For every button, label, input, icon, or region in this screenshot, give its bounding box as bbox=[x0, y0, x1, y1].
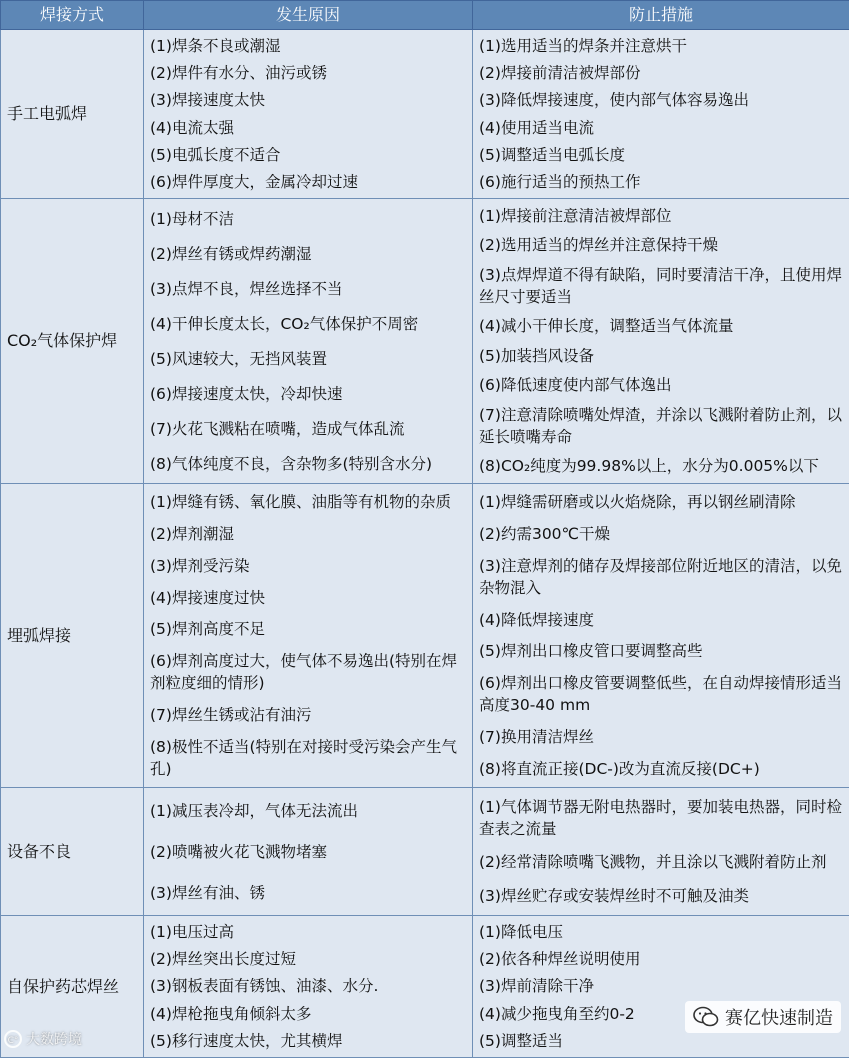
table-row bbox=[1, 788, 849, 916]
list-item: (6)施行适当的预热工作 bbox=[479, 171, 843, 193]
method-cell: 埋弧焊接 bbox=[1, 484, 144, 788]
header-method: 焊接方式 bbox=[1, 1, 144, 30]
list-item: (4)减少拖曳角至约0-2 bbox=[479, 1003, 843, 1025]
list-item: (4)使用适当电流 bbox=[479, 117, 843, 139]
list-item: (7)注意清除喷嘴处焊渣，并涂以飞溅附着防止剂，以延长喷嘴寿命 bbox=[479, 404, 843, 448]
list-item: (3)降低焊接速度，使内部气体容易逸出 bbox=[479, 89, 843, 111]
list-item: (2)焊件有水分、油污或锈 bbox=[150, 62, 466, 84]
measures-cell bbox=[473, 484, 849, 788]
list-item: (2)约需300℃干燥 bbox=[479, 523, 843, 545]
table-row bbox=[1, 484, 849, 788]
list-item: (8)将直流正接(DC-)改为直流反接(DC+) bbox=[479, 758, 843, 780]
list-item: (2)焊丝有锈或焊药潮湿 bbox=[150, 243, 466, 265]
list-item: (5)调整适当 bbox=[479, 1030, 843, 1052]
list-item: (4)焊枪拖曳角倾斜太多 bbox=[150, 1003, 466, 1025]
header-measure: 防止措施 bbox=[473, 1, 849, 30]
causes-cell bbox=[144, 199, 473, 484]
method-cell: 自保护药芯焊丝 bbox=[1, 916, 144, 1058]
list-item: (2)焊接前清洁被焊部份 bbox=[479, 62, 843, 84]
list-item: (1)气体调节器无附电热器时，要加装电热器，同时检查表之流量 bbox=[479, 796, 843, 840]
list-item: (4)降低焊接速度 bbox=[479, 609, 843, 631]
list-item: (2)经常清除喷嘴飞溅物，并且涂以飞溅附着防止剂 bbox=[479, 851, 843, 873]
list-item: (6)焊接速度太快，冷却快速 bbox=[150, 383, 466, 405]
list-item: (5)焊剂高度不足 bbox=[150, 618, 466, 640]
list-item: (7)焊丝生锈或沾有油污 bbox=[150, 704, 466, 726]
list-item: (1)选用适当的焊条并注意烘干 bbox=[479, 35, 843, 57]
table-row bbox=[1, 199, 849, 484]
list-item: (2)焊丝突出长度过短 bbox=[150, 948, 466, 970]
list-item: (8)极性不适当(特别在对接时受污染会产生气孔) bbox=[150, 736, 466, 780]
list-item: (6)降低速度使内部气体逸出 bbox=[479, 374, 843, 396]
list-item: (3)点焊不良，焊丝选择不当 bbox=[150, 278, 466, 300]
measures-cell bbox=[473, 30, 849, 199]
list-item: (1)焊缝有锈、氧化膜、油脂等有机物的杂质 bbox=[150, 491, 466, 513]
method-cell: 设备不良 bbox=[1, 788, 144, 916]
causes-cell bbox=[144, 30, 473, 199]
measures-cell bbox=[473, 916, 849, 1058]
list-item: (1)减压表冷却，气体无法流出 bbox=[150, 800, 466, 822]
list-item: (2)选用适当的焊丝并注意保持干燥 bbox=[479, 234, 843, 256]
list-item: (1)电压过高 bbox=[150, 921, 466, 943]
list-item: (5)风速较大，无挡风装置 bbox=[150, 348, 466, 370]
list-item: (1)母材不洁 bbox=[150, 208, 466, 230]
list-item: (3)点焊焊道不得有缺陷，同时要清洁干净，且使用焊丝尺寸要适当 bbox=[479, 264, 843, 308]
list-item: (3)焊丝贮存或安装焊丝时不可触及油类 bbox=[479, 885, 843, 907]
measures-cell bbox=[473, 199, 849, 484]
measures-cell bbox=[473, 788, 849, 916]
watermark-logo-icon: C° bbox=[4, 1030, 22, 1048]
list-item: (7)火花飞溅粘在喷嘴，造成气体乱流 bbox=[150, 418, 466, 440]
list-item: (3)焊接速度太快 bbox=[150, 89, 466, 111]
list-item: (4)干伸长度太长，CO₂气体保护不周密 bbox=[150, 313, 466, 335]
method-cell: CO₂气体保护焊 bbox=[1, 199, 144, 484]
watermark-left bbox=[4, 1029, 82, 1049]
list-item: (2)依各种焊丝说明使用 bbox=[479, 948, 843, 970]
header-cause: 发生原因 bbox=[144, 1, 473, 30]
list-item: (3)钢板表面有锈蚀、油漆、水分. bbox=[150, 975, 466, 997]
watermark-right bbox=[685, 1001, 841, 1033]
list-item: (8)CO₂纯度为99.98%以上，水分为0.005%以下 bbox=[479, 455, 843, 477]
list-item: (3)焊前清除干净 bbox=[479, 975, 843, 997]
list-item: (5)调整适当电弧长度 bbox=[479, 144, 843, 166]
list-item: (6)焊剂高度过大，使气体不易逸出(特别在焊剂粒度细的情形) bbox=[150, 650, 466, 694]
causes-cell bbox=[144, 916, 473, 1058]
list-item: (1)焊接前注意清洁被焊部位 bbox=[479, 205, 843, 227]
watermark-right-text: 赛亿快速制造 bbox=[725, 1004, 833, 1030]
list-item: (1)降低电压 bbox=[479, 921, 843, 943]
list-item: (3)注意焊剂的储存及焊接部位附近地区的清洁，以免杂物混入 bbox=[479, 555, 843, 599]
list-item: (3)焊丝有油、锈 bbox=[150, 882, 466, 904]
list-item: (2)喷嘴被火花飞溅物堵塞 bbox=[150, 841, 466, 863]
list-item: (6)焊件厚度大，金属冷却过速 bbox=[150, 171, 466, 193]
list-item: (4)焊接速度过快 bbox=[150, 587, 466, 609]
table-row bbox=[1, 30, 849, 199]
causes-cell bbox=[144, 484, 473, 788]
list-item: (5)移行速度太快，尤其横焊 bbox=[150, 1030, 466, 1052]
list-item: (5)焊剂出口橡皮管口要调整高些 bbox=[479, 640, 843, 662]
list-item: (1)焊条不良或潮湿 bbox=[150, 35, 466, 57]
list-item: (5)电弧长度不适合 bbox=[150, 144, 466, 166]
causes-cell bbox=[144, 788, 473, 916]
list-item: (4)电流太强 bbox=[150, 117, 466, 139]
list-item: (1)焊缝需研磨或以火焰烧除，再以钢丝刷清除 bbox=[479, 491, 843, 513]
list-item: (7)换用清洁焊丝 bbox=[479, 726, 843, 748]
wechat-icon bbox=[693, 1006, 719, 1028]
list-item: (5)加装挡风设备 bbox=[479, 345, 843, 367]
list-item: (6)焊剂出口橡皮管要调整低些，在自动焊接情形适当高度30-40 mm bbox=[479, 672, 843, 716]
list-item: (3)焊剂受污染 bbox=[150, 555, 466, 577]
watermark-left-text: 大数跨境 bbox=[26, 1029, 82, 1049]
header-row bbox=[1, 1, 849, 30]
list-item: (8)气体纯度不良，含杂物多(特别含水分) bbox=[150, 453, 466, 475]
list-item: (2)焊剂潮湿 bbox=[150, 523, 466, 545]
list-item: (4)减小干伸长度，调整适当气体流量 bbox=[479, 315, 843, 337]
method-cell: 手工电弧焊 bbox=[1, 30, 144, 199]
table-row bbox=[1, 916, 849, 1058]
